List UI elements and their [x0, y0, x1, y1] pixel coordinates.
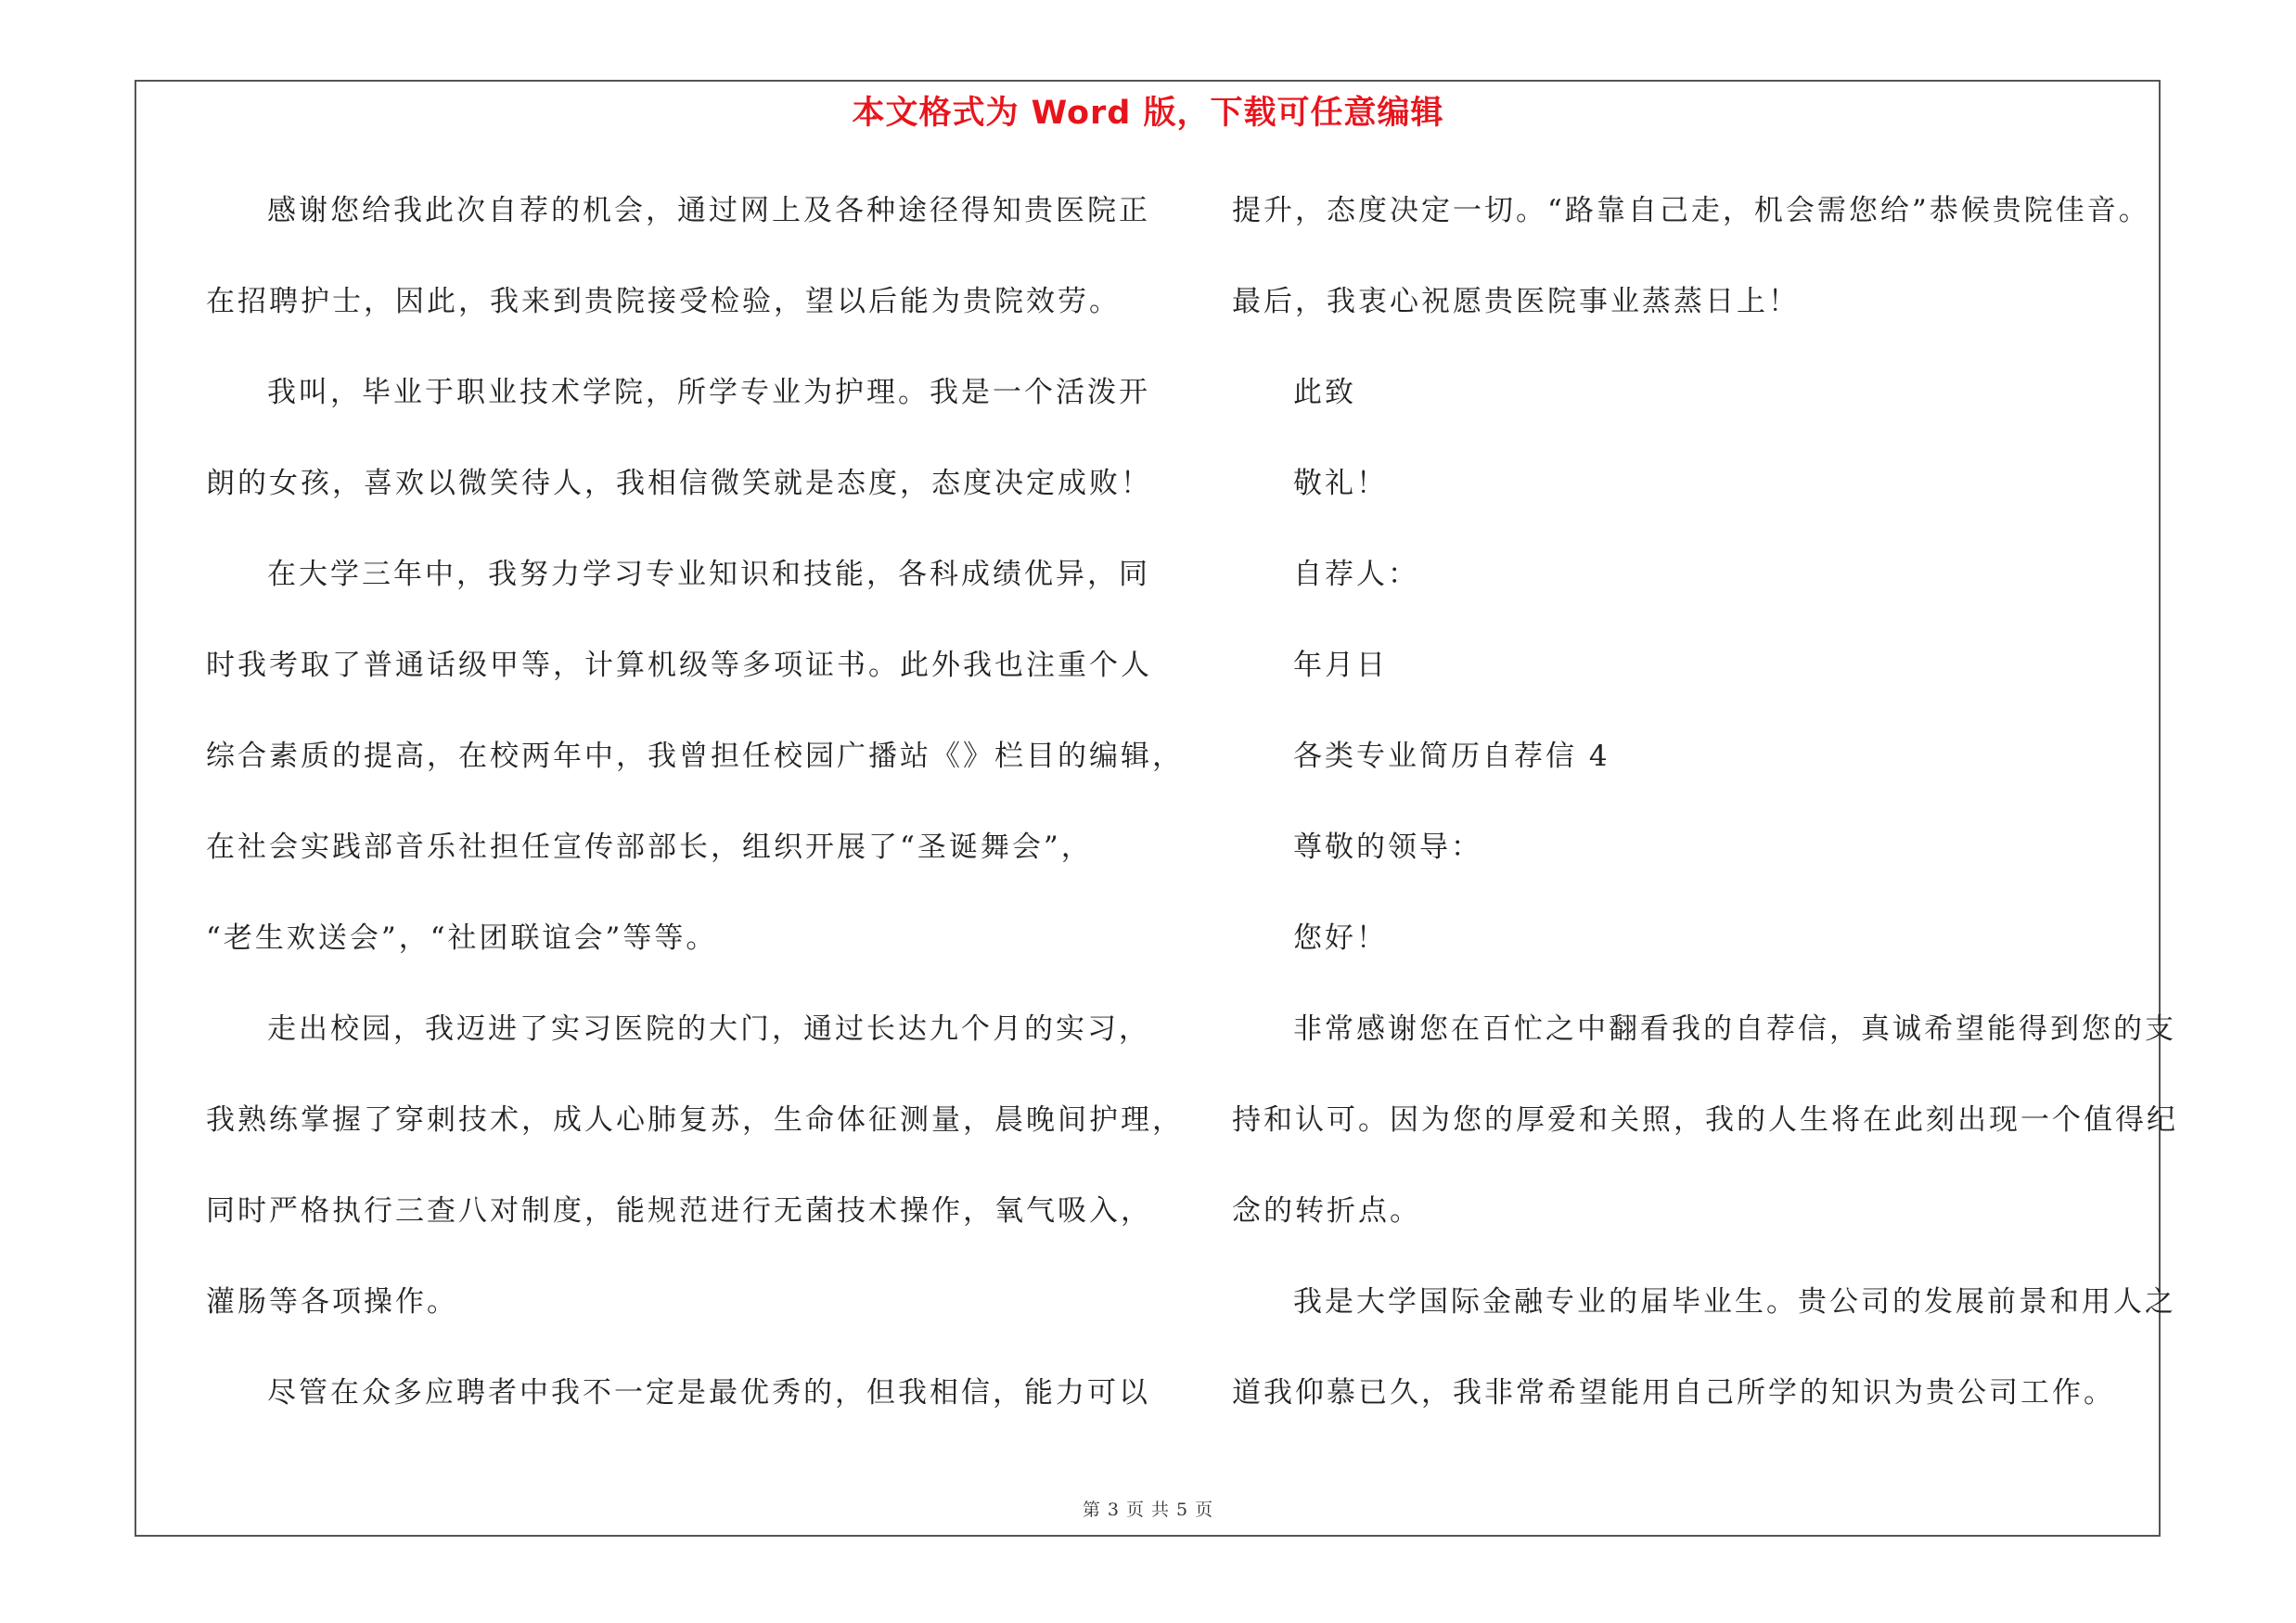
text-line: 感谢您给我此次自荐的机会，通过网上及各种途径得知贵医院正 [267, 194, 1150, 227]
text-line: 年月日 [1293, 649, 1388, 682]
text-line: 自荐人： [1293, 558, 1419, 591]
text-line: 各类专业简历自荐信 4 [1293, 740, 1610, 773]
text-line: 在大学三年中，我努力学习专业知识和技能，各科成绩优异，同 [267, 558, 1150, 591]
text-line: 尊敬的领导： [1293, 831, 1482, 864]
text-line: 念的转折点。 [1232, 1194, 1421, 1228]
text-line: 您好！ [1293, 921, 1388, 955]
left-text-column [206, 165, 1184, 1438]
text-line: 最后，我衷心祝愿贵医院事业蒸蒸日上！ [1232, 285, 1800, 318]
text-line: 敬礼！ [1293, 467, 1388, 500]
text-line: 此致 [1293, 376, 1356, 409]
text-line: 我熟练掌握了穿刺技术，成人心肺复苏，生命体征测量，晨晚间护理， [206, 1103, 1184, 1137]
text-line: 走出校园，我迈进了实习医院的大门，通过长达九个月的实习， [267, 1012, 1150, 1046]
text-line: 非常感谢您在百忙之中翻看我的自荐信，真诚希望能得到您的支 [1293, 1012, 2176, 1046]
text-line: 灌肠等各项操作。 [206, 1285, 458, 1319]
text-line: 我是大学国际金融专业的届毕业生。贵公司的发展前景和用人之 [1293, 1285, 2176, 1319]
text-line: 尽管在众多应聘者中我不一定是最优秀的，但我相信，能力可以 [267, 1376, 1150, 1410]
text-line: 朗的女孩，喜欢以微笑待人，我相信微笑就是态度，态度决定成败！ [206, 467, 1152, 500]
text-line: 时我考取了普通话级甲等，计算机级等多项证书。此外我也注重个人 [206, 649, 1152, 682]
right-text-column [1232, 165, 2178, 1438]
text-line: 同时严格执行三查八对制度，能规范进行无菌技术操作，氧气吸入， [206, 1194, 1152, 1228]
format-banner: 本文格式为 Word 版，下载可任意编辑 [852, 95, 1444, 132]
text-line: 道我仰慕已久，我非常希望能用自己所学的知识为贵公司工作。 [1232, 1376, 2115, 1410]
page-number-footer: 第 3 页 共 5 页 [1082, 1500, 1214, 1520]
text-line: 综合素质的提高，在校两年中，我曾担任校园广播站《》栏目的编辑， [206, 740, 1184, 773]
text-line: 在招聘护士，因此，我来到贵院接受检验，望以后能为贵院效劳。 [206, 285, 1121, 318]
text-line: “老生欢送会”，“社团联谊会”等等。 [206, 921, 718, 955]
text-line: 持和认可。因为您的厚爱和关照，我的人生将在此刻出现一个值得纪 [1232, 1103, 2178, 1137]
text-line: 提升，态度决定一切。“路靠自己走，机会需您给”恭候贵院佳音。 [1232, 194, 2150, 227]
text-line: 在社会实践部音乐社担任宣传部部长，组织开展了“圣诞舞会”， [206, 831, 1093, 864]
text-line: 我叫，毕业于职业技术学院，所学专业为护理。我是一个活泼开 [267, 376, 1150, 409]
